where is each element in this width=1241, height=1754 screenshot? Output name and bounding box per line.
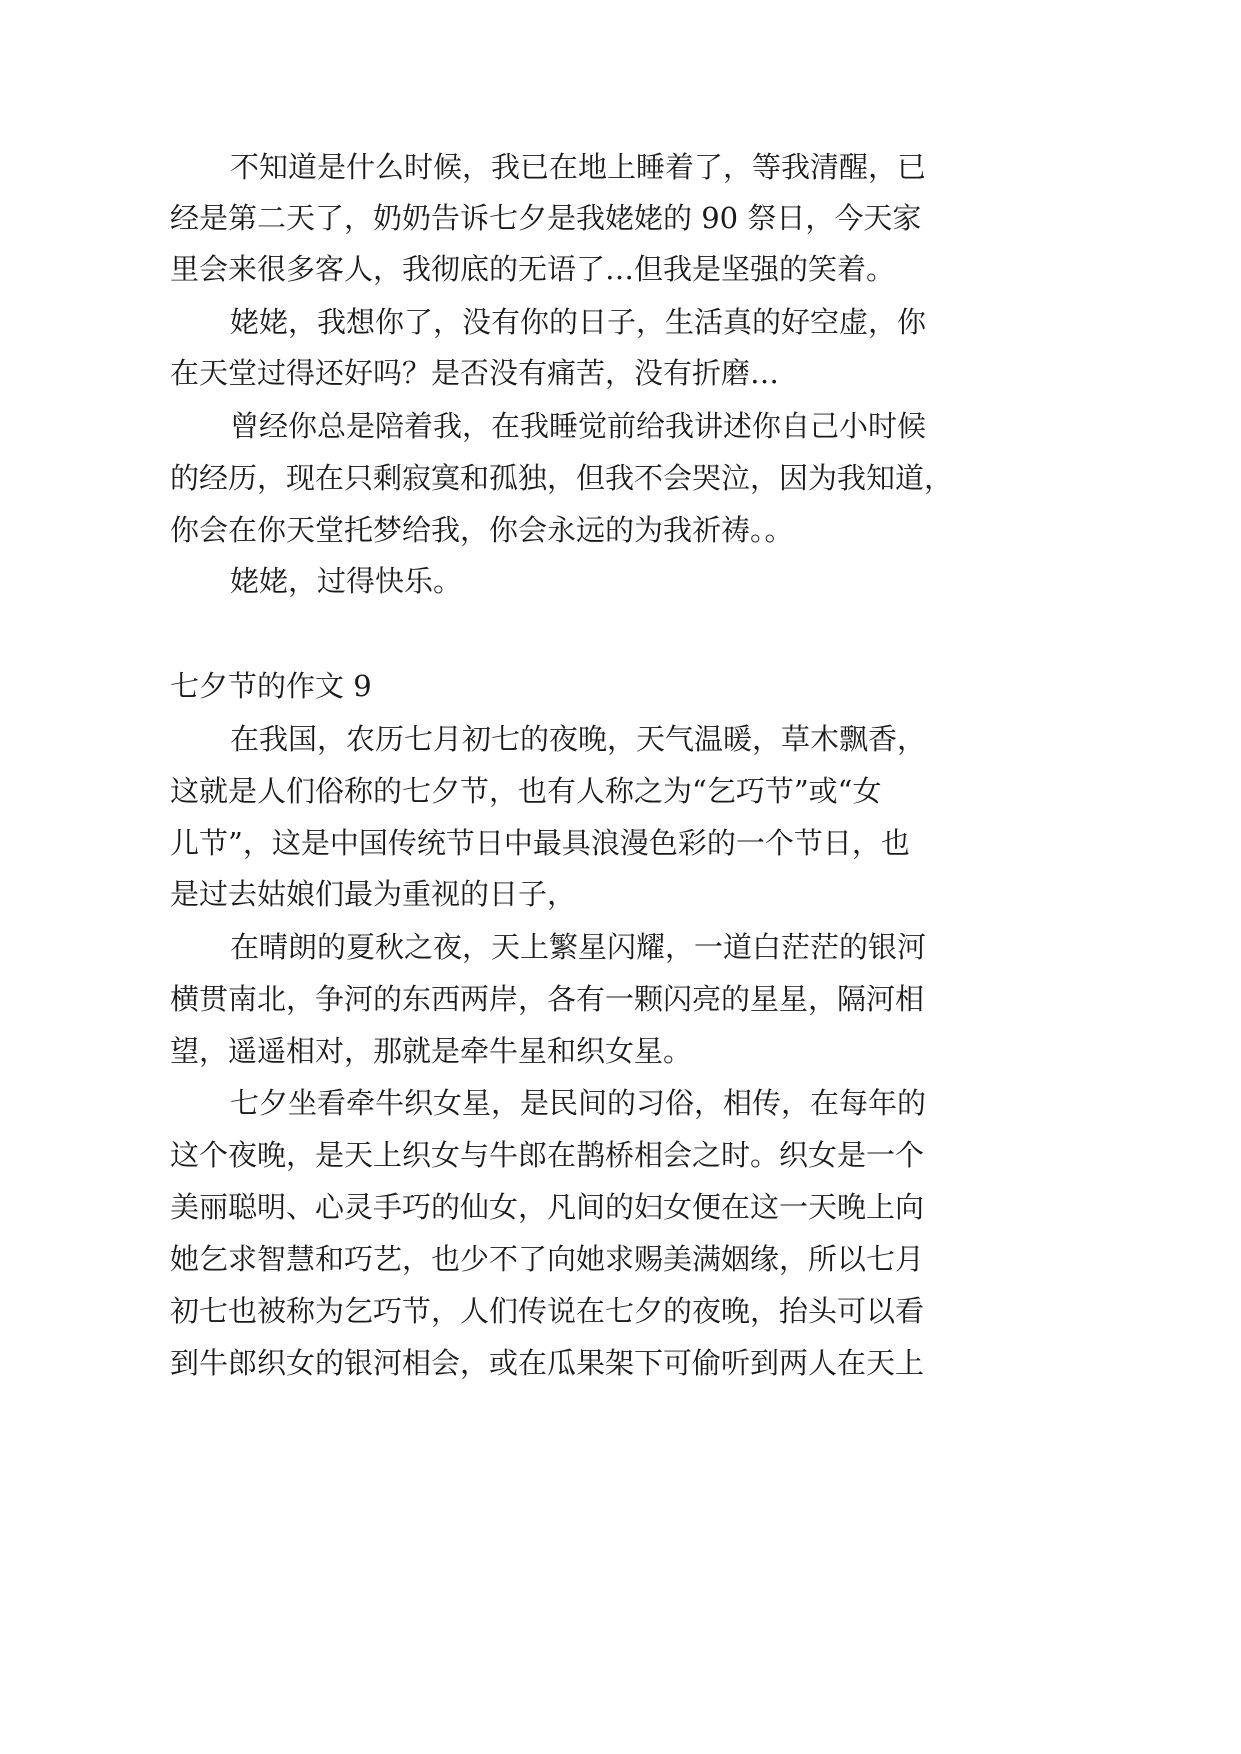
paragraph-7-line-2: 这个夜晚，是天上织女与牛郎在鹊桥相会之时。织女是一个 — [170, 1138, 925, 1172]
paragraph-7-line-5: 初七也被称为乞巧节，人们传说在七夕的夜晚，抬头可以看 — [170, 1294, 925, 1328]
paragraph-2-line-2: 在天堂过得还好吗？是否没有痛苦，没有折磨… — [170, 356, 780, 390]
paragraph-5-line-3: 儿节”，这是中国传统节日中最具浪漫色彩的一个节日，也 — [170, 826, 910, 860]
paragraph-1-line-1: 不知道是什么时候，我已在地上睡着了，等我清醒，已 — [230, 150, 927, 184]
paragraph-6-line-1: 在晴朗的夏秋之夜，天上繁星闪耀，一道白茫茫的银河 — [230, 930, 927, 964]
paragraph-4-line-1: 姥姥，过得快乐。 — [230, 564, 463, 598]
paragraph-3-line-2: 的经历，现在只剩寂寞和孤独，但我不会哭泣，因为我知道， — [170, 461, 954, 495]
paragraph-5-line-2: 这就是人们俗称的七夕节，也有人称之为“乞巧节”或“女 — [170, 774, 882, 808]
section-title: 七夕节的作文 9 — [170, 669, 372, 703]
paragraph-7-line-4: 她乞求智慧和巧艺，也少不了向她求赐美满姻缘，所以七月 — [170, 1242, 925, 1276]
paragraph-3-line-1: 曾经你总是陪着我，在我睡觉前给我讲述你自己小时候 — [230, 409, 927, 443]
paragraph-7-line-1: 七夕坐看牵牛织女星，是民间的习俗，相传，在每年的 — [230, 1086, 927, 1120]
paragraph-2-line-1: 姥姥，我想你了，没有你的日子，生活真的好空虚，你 — [230, 305, 927, 339]
paragraph-7-line-6: 到牛郎织女的银河相会，或在瓜果架下可偷听到两人在天上 — [170, 1346, 925, 1380]
paragraph-6-line-3: 望，遥遥相对，那就是牵牛星和织女星。 — [170, 1034, 693, 1068]
paragraph-5-line-1: 在我国，农历七月初七的夜晚，天气温暖，草木飘香， — [230, 722, 927, 756]
paragraph-6-line-2: 横贯南北，争河的东西两岸，各有一颗闪亮的星星，隔河相 — [170, 982, 925, 1016]
paragraph-3-line-3: 你会在你天堂托梦给我，你会永远的为我祈祷。。 — [170, 513, 794, 547]
paragraph-5-line-4: 是过去姑娘们最为重视的日子， — [170, 877, 577, 911]
paragraph-1-line-2: 经是第二天了，奶奶告诉七夕是我姥姥的 90 祭日，今天家 — [170, 201, 922, 235]
paragraph-1-line-3: 里会来很多客人，我彻底的无语了…但我是坚强的笑着。 — [170, 252, 896, 286]
paragraph-7-line-3: 美丽聪明、心灵手巧的仙女，凡间的妇女便在这一天晚上向 — [170, 1190, 925, 1224]
